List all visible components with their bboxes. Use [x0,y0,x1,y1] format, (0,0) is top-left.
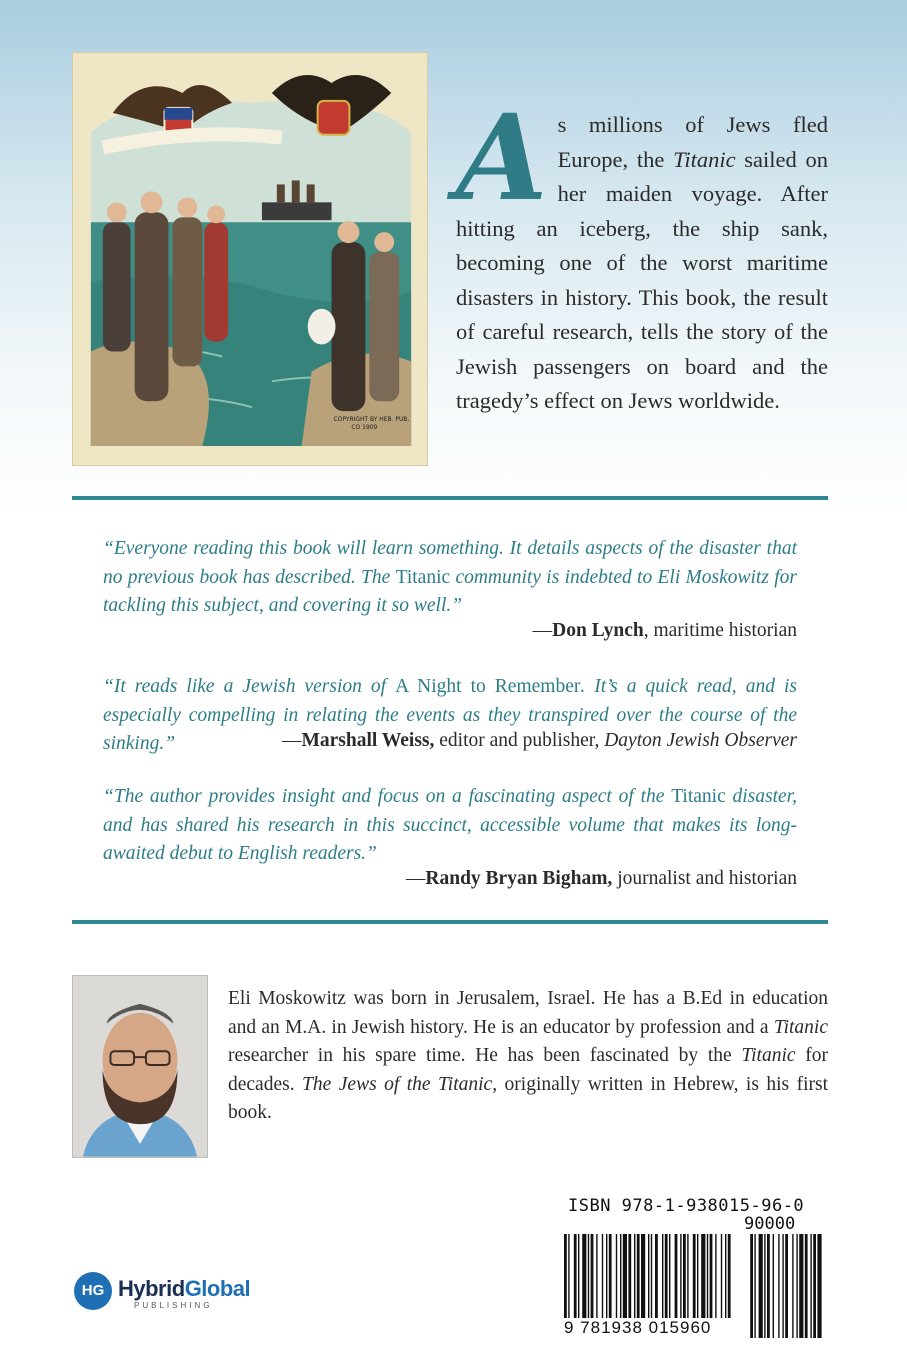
addon-bar [785,1234,788,1338]
barcode-bar [623,1234,627,1318]
barcode-bar [596,1234,597,1318]
barcode-bar [568,1234,569,1318]
endorser-name: Don Lynch [552,620,644,641]
quote-text: . It’s a quick read, and is especially compelling in relating the events as they transpired over the course of the sinking.” [103,676,797,754]
author-portrait [73,976,207,1157]
addon-bar [810,1234,811,1338]
quote-text: disaster, and has shared his research in this succinct, accessible volume that makes its long-awaited debut to English readers.” [103,786,797,864]
quote-title: Titanic [671,786,726,807]
illustration-copyright: COPYRIGHT BY HEB. PUB. [333,416,410,424]
addon-bar [773,1234,774,1338]
publisher-globe-icon: HG [74,1272,112,1310]
addon-bar [767,1234,770,1338]
barcode-bar [578,1234,579,1318]
barcode-bar [602,1234,603,1318]
attribution-dash: — [532,620,553,641]
barcode-bar [655,1234,658,1318]
bio-text: for decades. [228,1045,828,1095]
barcode-bar [616,1234,617,1318]
intro-text-b: sailed on her maiden voyage. After hitting an iceberg, the ship sank, becoming one of the worst maritime disasters in history. This book, the result of careful research, tells the story of the Jewish passengers on board and the tragedy’s effect on Jews worldwide. [456,146,828,413]
price-addon: 90000 [744,1214,796,1234]
quote-text: “It reads like a Jewish version of [103,676,396,697]
divider-bottom [72,920,828,924]
isbn-label: ISBN 978-1-938015-96-0 [568,1196,805,1216]
attribution-dash: — [405,868,426,889]
addon-bar [792,1234,793,1338]
author-photo [72,975,208,1158]
barcode-bar [574,1234,577,1318]
barcode-bar [641,1234,645,1318]
addon-bar [799,1234,803,1338]
barcode-bar [606,1234,607,1318]
bio-book-title: The Jews of the Titanic [302,1073,493,1095]
addon-bar [817,1234,821,1338]
isbn-barcode [562,1196,828,1342]
barcode-bar [707,1234,708,1318]
barcode-bar [620,1234,621,1318]
endorser-role: , maritime historian [643,620,797,641]
endorser-name: Marshall Weiss, [301,730,435,751]
publisher-logo [74,1272,284,1316]
barcode-bar [637,1234,640,1318]
quote-text: community is indebted to Eli Moskowitz for tackling this subject, and covering it so well.” [103,566,797,616]
endorsement-attribution-2 [282,730,797,752]
bio-text: researcher in his spare time. He has been fascinated by the [228,1045,742,1066]
barcode-bar [715,1234,716,1318]
barcode-number: 9 781938 015960 [564,1318,712,1337]
postcard-artwork [73,53,427,465]
endorsement-attribution-1 [533,620,797,642]
quote-title: Titanic [395,566,451,588]
addon-bar [764,1234,765,1338]
barcode-bar [721,1234,722,1318]
publisher-name-b: Global [184,1276,251,1301]
endorsement-attribution-3 [406,868,797,890]
addon-bar [754,1234,755,1338]
publisher-subtitle: PUBLISHING [134,1301,213,1310]
quote-title: A Night to Remember [395,676,581,697]
barcode-bar [582,1234,586,1318]
barcode-bar [628,1234,631,1318]
addon-bar [778,1234,779,1338]
barcode-bar [728,1234,731,1318]
bio-text: Eli Moskowitz was born in Jerusalem, Israel. He has a B.Ed in education and an M.A. in Jewish history. He is an educator by profession and a [228,988,828,1038]
barcode-bar [651,1234,652,1318]
barcode-bar [693,1234,696,1318]
endorser-publication: Dayton Jewish Observer [604,730,797,751]
author-bio [228,985,828,1128]
barcode-bar [701,1234,705,1318]
barcode-bar [710,1234,713,1318]
addon-bar [813,1234,816,1338]
addon-bar [759,1234,763,1338]
barcode-bar [588,1234,589,1318]
intro-text-a: s millions of Jews fled Europe, the [557,112,828,172]
barcode-bar [725,1234,726,1318]
drop-cap: A [456,88,548,227]
intro-italic: Titanic [673,146,736,172]
barcode-bar [665,1234,668,1318]
bio-italic: Titanic [773,1016,828,1038]
barcode-bar [687,1234,688,1318]
barcode-bar [591,1234,594,1318]
addon-bar [796,1234,797,1338]
barcode-bar [648,1234,649,1318]
barcode-bar [669,1234,670,1318]
endorser-role: editor and publisher, [434,730,605,751]
barcode-bar [634,1234,635,1318]
endorsement-quote-1 [103,535,797,621]
divider-top [72,496,828,500]
attribution-dash: — [281,730,302,751]
barcode-bar [697,1234,698,1318]
intro-paragraph [456,88,828,419]
endorser-name: Randy Bryan Bigham, [425,868,613,889]
endorser-role: journalist and historian [612,868,797,889]
bio-italic: Titanic [741,1045,796,1066]
cover-illustration [72,52,428,466]
barcode-bar [609,1234,612,1318]
publisher-name-a: Hybrid [118,1276,185,1301]
quote-text: “The author provides insight and focus on a fascinating aspect of the [103,786,672,807]
bio-text: , originally written in Hebrew, is his first book. [228,1073,828,1123]
endorsement-quote-3 [103,783,797,869]
addon-bar [750,1234,753,1338]
quote-text: “Everyone reading this book will learn something. It details aspects of the disaster that no previous book has described. The [103,538,797,588]
addon-bar [805,1234,808,1338]
addon-bar [782,1234,783,1338]
illustration-year: CO 1909 [351,424,378,432]
barcode-bar [564,1234,567,1318]
publisher-name [118,1276,250,1302]
barcode-bar [683,1234,686,1318]
barcode-bar [662,1234,663,1318]
barcode-bar [675,1234,678,1318]
barcode-bar [680,1234,681,1318]
